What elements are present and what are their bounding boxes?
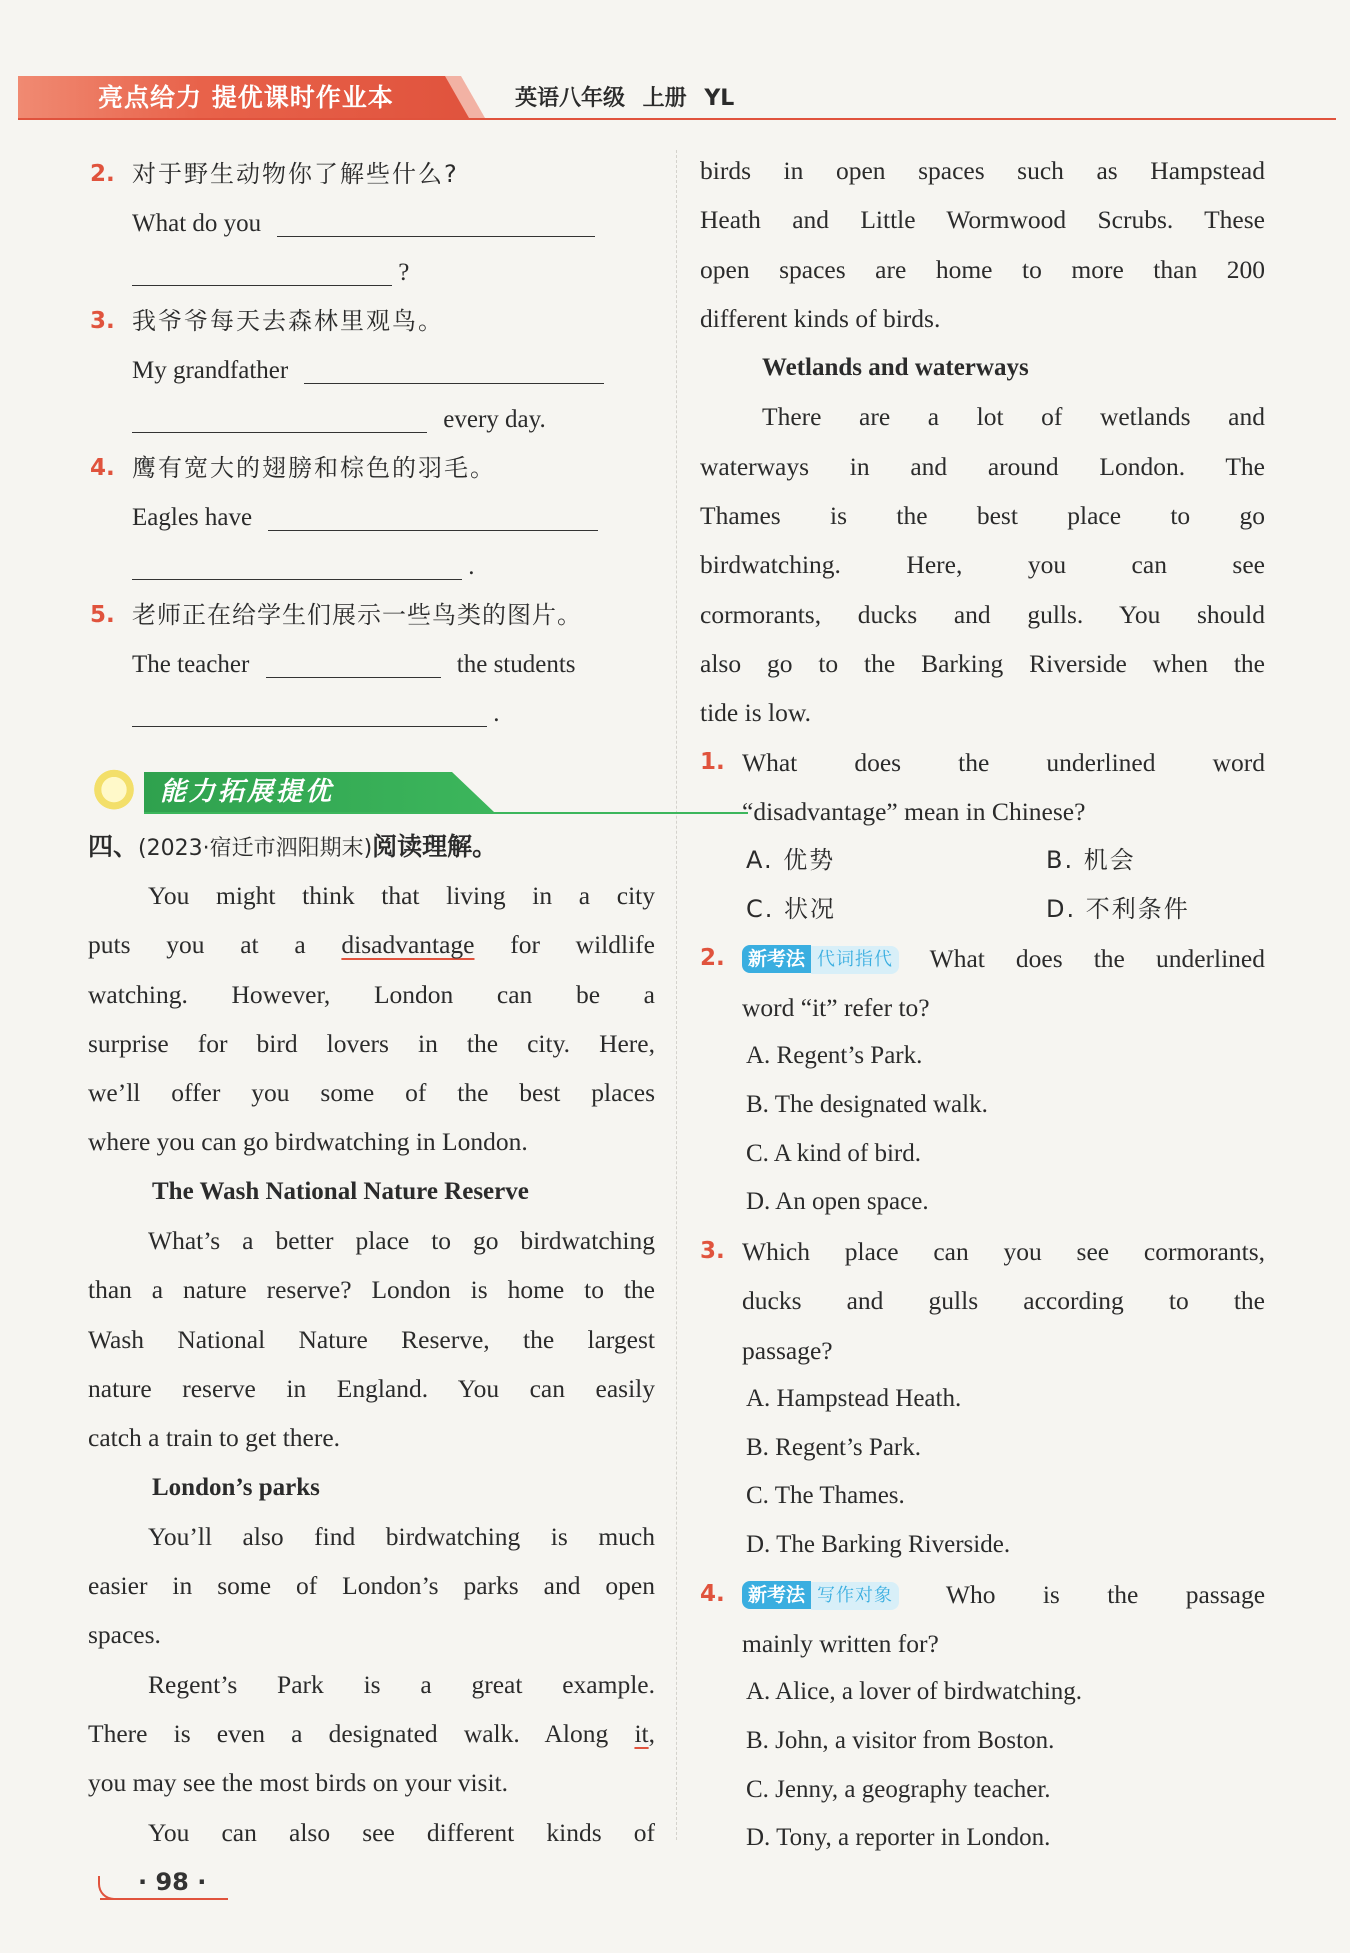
option-c[interactable]: C. The Thames.: [746, 1482, 905, 1510]
comprehension-question-4: 4. 新考法 写作对象 Who is the passage mainly written for?: [700, 1579, 1266, 1658]
passage-paragraph-5-cont: birds in open spaces such as Hampstead Heath and Little Wormwood Scrubs. These open spaces are home to more than 200 different kinds of birds.: [700, 156, 1265, 333]
comprehension-question-2: 2. 新考法 代词指代 What does the underlined word “it” refer to?: [700, 943, 1265, 1022]
options-row: [700, 885, 1265, 934]
header-rule: [18, 118, 1336, 120]
passage-paragraph-3: You’ll also find birdwatching is much easier in some of London’s parks and open spaces.: [88, 1521, 655, 1650]
options-row: [700, 836, 1265, 885]
option-c[interactable]: C. Jenny, a geography teacher.: [746, 1775, 1051, 1803]
comprehension-question-3: 3. Which place can you see cormorants, ducks and gulls according to the passage?: [700, 1236, 1265, 1365]
option-d[interactable]: D. Tony, a reporter in London.: [746, 1824, 1051, 1852]
answer-blank[interactable]: [304, 355, 604, 384]
column-divider: [676, 150, 678, 1840]
question-3-en: My grandfather: [90, 346, 655, 395]
question-2-cn: 2. 对于野生动物你了解些什么?: [90, 160, 459, 188]
option-b[interactable]: B. The designated walk.: [746, 1090, 988, 1118]
answer-blank[interactable]: [132, 698, 487, 727]
lightbulb-icon: [90, 768, 138, 816]
option-a[interactable]: A. 优势: [746, 846, 836, 875]
answer-blank[interactable]: [266, 649, 441, 678]
option-a[interactable]: A. Hampstead Heath.: [746, 1384, 962, 1412]
question-5-en-cont: .: [90, 689, 655, 738]
option-d[interactable]: D. An open space.: [746, 1188, 929, 1216]
banner-title: 能力拓展提优: [160, 777, 335, 807]
option-c[interactable]: C. 状况: [746, 894, 837, 923]
banner-rule: [144, 812, 748, 814]
book-subtitle: 英语八年级 上册 YL: [515, 86, 735, 111]
option-d[interactable]: D. 不利条件: [1046, 894, 1190, 923]
option-a[interactable]: A. Regent’s Park.: [746, 1042, 923, 1070]
option-c[interactable]: C. A kind of bird.: [746, 1139, 922, 1167]
left-column: [90, 150, 655, 1857]
series-title: 亮点给力 提优课时作业本: [98, 83, 394, 112]
option-b[interactable]: B. John, a visitor from Boston.: [746, 1726, 1055, 1754]
passage-paragraph-5-start: You can also see different kinds of: [148, 1817, 655, 1847]
subheading: London’s parks: [152, 1473, 320, 1501]
passage-paragraph-4: Regent’s Park is a great example. There is even a designated walk. Along it, you may see the most birds on your visit.: [88, 1669, 655, 1798]
question-5-en: The teacher the students: [132, 651, 576, 678]
passage-paragraph-2: What’s a better place to go birdwatching than a nature reserve? London is home to the Wash National Nature Reserve, the largest nature reserve in England. You can easily catch a train to get there.: [88, 1226, 655, 1453]
question-5-cn: 5. 老师正在给学生们展示一些鸟类的图片。: [90, 601, 582, 629]
option-d[interactable]: D. The Barking Riverside.: [746, 1530, 1011, 1558]
right-column: [700, 146, 1265, 1863]
page-number: · 98 ·: [138, 1868, 207, 1896]
reading-section-title: 四、(2023·宿迁市泗阳期末)阅读理解。: [88, 832, 498, 861]
answer-blank[interactable]: [132, 404, 427, 433]
question-3-en-cont: every day.: [90, 395, 655, 444]
passage-paragraph-6: There are a lot of wetlands and waterways in and around London. The Thames is the best place to go birdwatching. Here, you can see cormorants, ducks and gulls. You should also go to the Barking Riverside when the tide is low.: [700, 402, 1265, 728]
subheading: Wetlands and waterways: [762, 354, 1029, 382]
answer-blank[interactable]: [132, 551, 462, 580]
question-4-en-cont: .: [90, 542, 655, 591]
passage-paragraph-1: You might think that living in a city puts you at a disadvantage for wildlife watching. However, London can be a surprise for bird lovers in the city. Here, we’ll offer you some of the best places where you can go birdwatching in London.: [88, 881, 655, 1157]
answer-blank[interactable]: [268, 502, 598, 531]
question-2-en: What do you: [90, 199, 655, 248]
section-banner: [90, 760, 655, 822]
comprehension-question-1: 1. What does the underlined word “disadvantage” mean in Chinese?: [700, 747, 1265, 826]
answer-blank[interactable]: [277, 208, 595, 237]
underlined-word-disadvantage: disadvantage: [341, 930, 475, 960]
question-4-en: Eagles have: [90, 493, 655, 542]
page-number-swoosh: [98, 1876, 132, 1900]
underlined-word-it: it: [634, 1719, 649, 1749]
question-2-en-cont: ?: [90, 248, 655, 297]
answer-blank[interactable]: [132, 257, 392, 286]
option-a[interactable]: A. Alice, a lover of birdwatching.: [746, 1678, 1083, 1706]
new-exam-tag: 新考法 写作对象: [742, 1579, 899, 1607]
new-exam-tag: 新考法 代词指代: [742, 943, 899, 971]
subheading: The Wash National Nature Reserve: [152, 1177, 529, 1205]
question-3-cn: 3. 我爷爷每天去森林里观鸟。: [90, 307, 444, 335]
option-b[interactable]: B. Regent’s Park.: [746, 1433, 921, 1461]
question-4-cn: 4. 鹰有宽大的翅膀和棕色的羽毛。: [90, 454, 496, 482]
option-b[interactable]: B. 机会: [1046, 846, 1136, 875]
